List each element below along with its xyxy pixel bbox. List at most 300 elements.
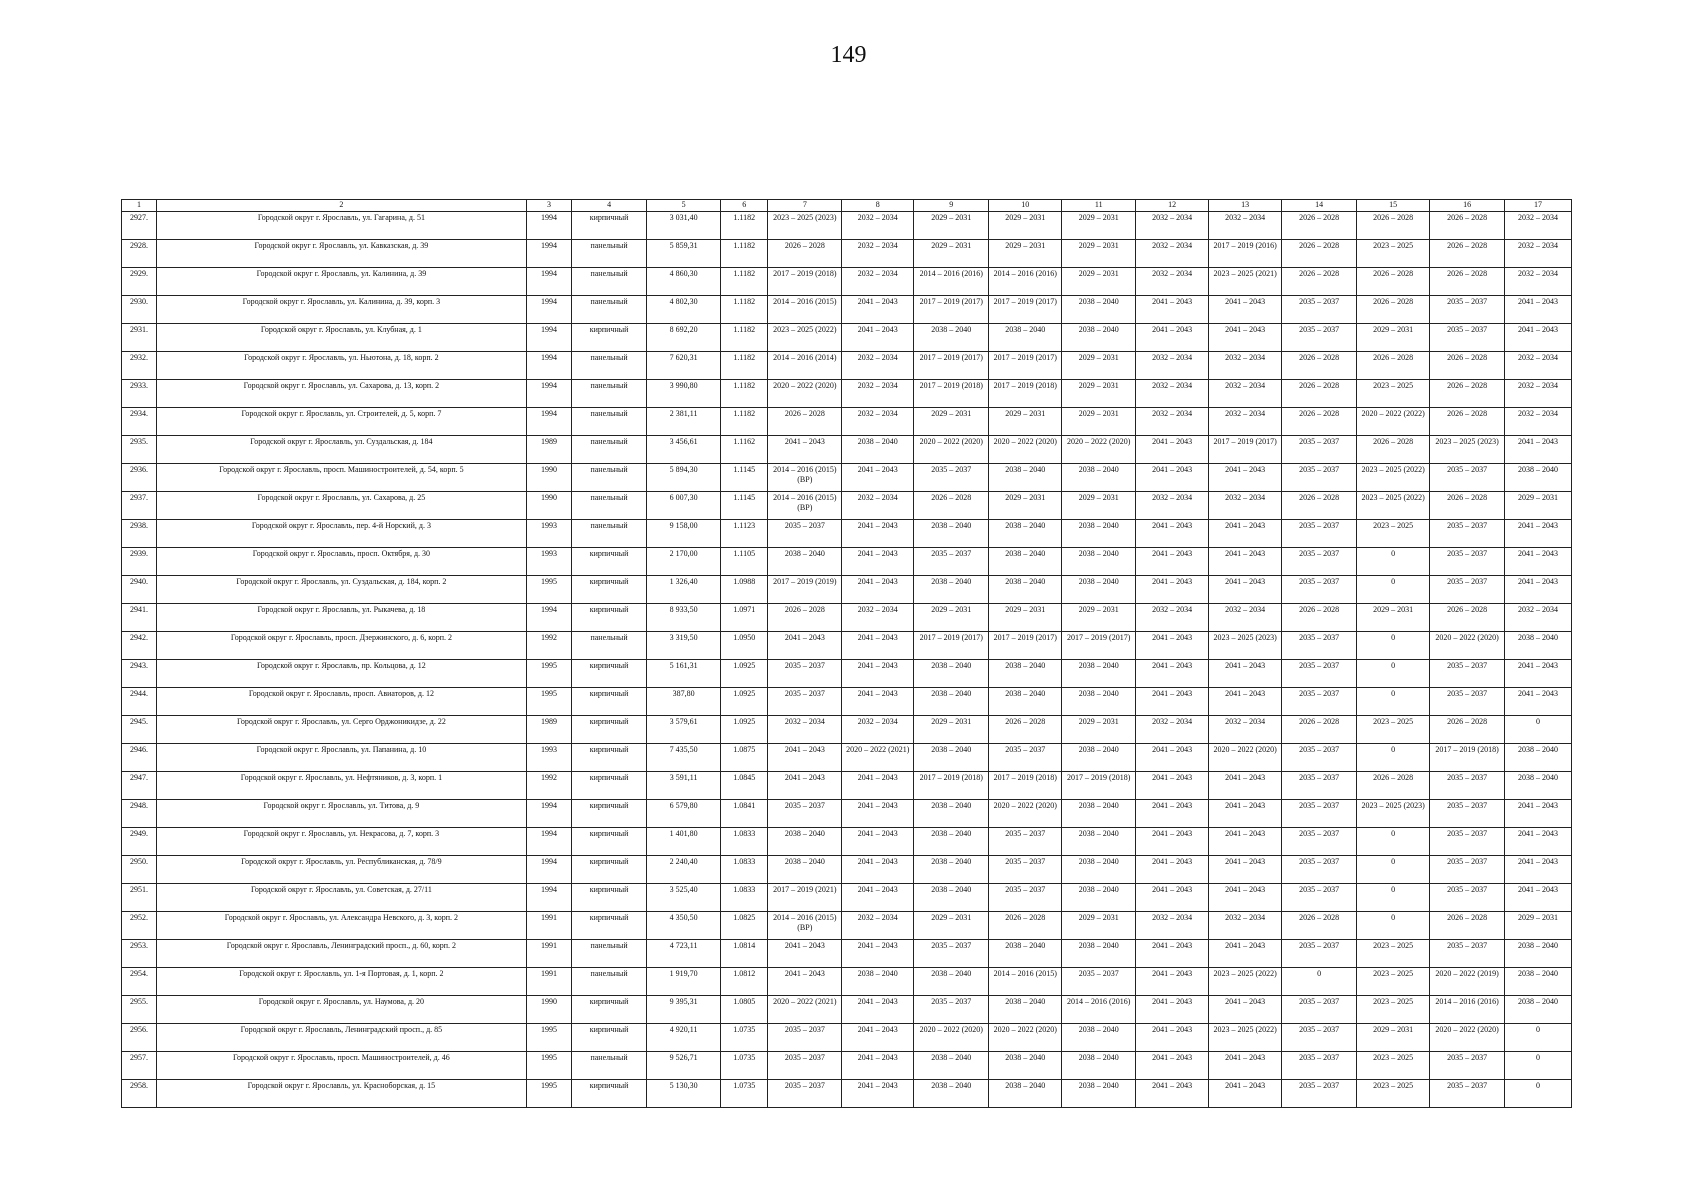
cell-col-9: 2038 – 2040 [914,800,989,828]
cell-col-5: 4 802,30 [647,296,721,324]
cell-col-15: 2023 – 2025 [1357,520,1430,548]
cell-col-1: 2940. [122,576,157,604]
cell-col-12: 2041 – 2043 [1136,940,1209,968]
cell-col-7: 2017 – 2019 (2018) [768,268,842,296]
table-row [122,464,1572,492]
cell-col-10: 2038 – 2040 [989,940,1062,968]
cell-col-17: 2038 – 2040 [1505,940,1572,968]
cell-col-6: 1.1162 [721,436,768,464]
cell-col-3: 1990 [526,464,571,492]
cell-col-7: 2014 – 2016 (2015) [768,296,842,324]
cell-col-13: 2032 – 2034 [1209,408,1282,436]
cell-col-3: 1994 [526,800,571,828]
cell-col-10: 2026 – 2028 [989,716,1062,744]
column-header-11: 11 [1062,200,1136,212]
cell-col-12: 2041 – 2043 [1136,1052,1209,1080]
cell-col-14: 2035 – 2037 [1282,296,1357,324]
cell-col-10: 2038 – 2040 [989,576,1062,604]
cell-col-16: 2035 – 2037 [1430,1052,1505,1080]
cell-col-2: Городской округ г. Ярославль, ул. Серго Орджоникидзе, д. 22 [156,716,526,744]
cell-col-13: 2041 – 2043 [1209,772,1282,800]
cell-col-9: 2038 – 2040 [914,744,989,772]
cell-col-3: 1994 [526,884,571,912]
cell-col-6: 1.1182 [721,212,768,240]
cell-col-2: Городской округ г. Ярославль, ул. Титова, д. 9 [156,800,526,828]
cell-col-15: 2026 – 2028 [1357,268,1430,296]
cell-col-6: 1.1105 [721,548,768,576]
cell-col-15: 2026 – 2028 [1357,772,1430,800]
cell-col-4: панельный [572,436,647,464]
cell-col-8: 2041 – 2043 [842,996,914,1024]
table-row [122,1080,1572,1108]
cell-col-5: 5 894,30 [647,464,721,492]
cell-col-12: 2041 – 2043 [1136,800,1209,828]
cell-col-4: панельный [572,940,647,968]
cell-col-5: 5 161,31 [647,660,721,688]
cell-col-9: 2029 – 2031 [914,408,989,436]
cell-col-9: 2014 – 2016 (2016) [914,268,989,296]
cell-col-14: 0 [1282,968,1357,996]
cell-col-2: Городской округ г. Ярославль, просп. Дзержинского, д. 6, корп. 2 [156,632,526,660]
cell-col-1: 2932. [122,352,157,380]
cell-col-15: 2026 – 2028 [1357,212,1430,240]
cell-col-17: 2041 – 2043 [1505,324,1572,352]
cell-col-8: 2041 – 2043 [842,576,914,604]
cell-col-16: 2026 – 2028 [1430,492,1505,520]
cell-col-13: 2032 – 2034 [1209,716,1282,744]
cell-col-10: 2038 – 2040 [989,688,1062,716]
cell-col-3: 1989 [526,716,571,744]
cell-col-1: 2952. [122,912,157,940]
page-number: 149 [830,42,867,68]
cell-col-12: 2041 – 2043 [1136,1080,1209,1108]
cell-col-2: Городской округ г. Ярославль, ул. Красноборская, д. 15 [156,1080,526,1108]
cell-col-8: 2032 – 2034 [842,268,914,296]
cell-col-17: 2041 – 2043 [1505,688,1572,716]
cell-col-16: 2026 – 2028 [1430,212,1505,240]
cell-col-1: 2937. [122,492,157,520]
cell-col-14: 2035 – 2037 [1282,1080,1357,1108]
cell-col-11: 2029 – 2031 [1062,408,1136,436]
cell-col-12: 2041 – 2043 [1136,884,1209,912]
column-header-16: 16 [1430,200,1505,212]
cell-col-11: 2038 – 2040 [1062,1080,1136,1108]
cell-col-3: 1994 [526,240,571,268]
cell-col-4: кирпичный [572,604,647,632]
cell-col-2: Городской округ г. Ярославль, ул. Ньютона, д. 18, корп. 2 [156,352,526,380]
cell-col-13: 2023 – 2025 (2023) [1209,632,1282,660]
cell-col-2: Городской округ г. Ярославль, ул. Некрасова, д. 7, корп. 3 [156,828,526,856]
cell-col-12: 2032 – 2034 [1136,352,1209,380]
cell-col-2: Городской округ г. Ярославль, просп. Машиностроителей, д. 54, корп. 5 [156,464,526,492]
cell-col-17: 2038 – 2040 [1505,464,1572,492]
cell-col-5: 7 620,31 [647,352,721,380]
cell-col-7: 2035 – 2037 [768,688,842,716]
cell-col-1: 2936. [122,464,157,492]
cell-col-3: 1995 [526,1024,571,1052]
cell-col-16: 2020 – 2022 (2020) [1430,1024,1505,1052]
cell-col-4: кирпичный [572,996,647,1024]
cell-col-12: 2041 – 2043 [1136,1024,1209,1052]
cell-col-6: 1.1182 [721,352,768,380]
cell-col-3: 1994 [526,380,571,408]
cell-col-10: 2029 – 2031 [989,212,1062,240]
cell-col-8: 2041 – 2043 [842,548,914,576]
cell-col-17: 2041 – 2043 [1505,576,1572,604]
cell-col-17: 2041 – 2043 [1505,856,1572,884]
cell-col-1: 2944. [122,688,157,716]
cell-col-1: 2950. [122,856,157,884]
cell-col-5: 387,80 [647,688,721,716]
cell-col-7: 2041 – 2043 [768,772,842,800]
cell-col-13: 2041 – 2043 [1209,1080,1282,1108]
cell-col-12: 2032 – 2034 [1136,604,1209,632]
cell-col-5: 3 456,61 [647,436,721,464]
cell-col-8: 2041 – 2043 [842,660,914,688]
cell-col-17: 2041 – 2043 [1505,884,1572,912]
cell-col-7: 2038 – 2040 [768,856,842,884]
cell-col-4: панельный [572,240,647,268]
cell-col-10: 2035 – 2037 [989,856,1062,884]
cell-col-2: Городской округ г. Ярославль, ул. Папанина, д. 10 [156,744,526,772]
cell-col-8: 2041 – 2043 [842,1080,914,1108]
cell-col-9: 2029 – 2031 [914,604,989,632]
cell-col-2: Городской округ г. Ярославль, просп. Октября, д. 30 [156,548,526,576]
cell-col-9: 2035 – 2037 [914,940,989,968]
column-header-10: 10 [989,200,1062,212]
cell-col-7: 2038 – 2040 [768,828,842,856]
cell-col-4: кирпичный [572,548,647,576]
cell-col-9: 2035 – 2037 [914,996,989,1024]
cell-col-16: 2035 – 2037 [1430,464,1505,492]
cell-col-1: 2949. [122,828,157,856]
cell-col-8: 2032 – 2034 [842,716,914,744]
cell-col-12: 2041 – 2043 [1136,296,1209,324]
housing-repair-schedule-table [121,199,1572,1108]
cell-col-7: 2014 – 2016 (2015) (ВР) [768,912,842,940]
cell-col-11: 2029 – 2031 [1062,716,1136,744]
cell-col-11: 2029 – 2031 [1062,352,1136,380]
cell-col-6: 1.0925 [721,688,768,716]
cell-col-15: 2026 – 2028 [1357,436,1430,464]
cell-col-3: 1994 [526,352,571,380]
cell-col-3: 1995 [526,1052,571,1080]
cell-col-4: кирпичный [572,1080,647,1108]
table-row [122,884,1572,912]
cell-col-10: 2020 – 2022 (2020) [989,436,1062,464]
cell-col-14: 2026 – 2028 [1282,716,1357,744]
cell-col-1: 2948. [122,800,157,828]
cell-col-9: 2038 – 2040 [914,1052,989,1080]
cell-col-8: 2041 – 2043 [842,1024,914,1052]
cell-col-11: 2035 – 2037 [1062,968,1136,996]
cell-col-15: 2029 – 2031 [1357,604,1430,632]
cell-col-14: 2035 – 2037 [1282,856,1357,884]
cell-col-13: 2041 – 2043 [1209,464,1282,492]
cell-col-13: 2041 – 2043 [1209,800,1282,828]
cell-col-4: кирпичный [572,772,647,800]
cell-col-3: 1993 [526,520,571,548]
cell-col-17: 0 [1505,716,1572,744]
cell-col-14: 2035 – 2037 [1282,464,1357,492]
cell-col-13: 2041 – 2043 [1209,324,1282,352]
cell-col-1: 2947. [122,772,157,800]
cell-col-9: 2020 – 2022 (2020) [914,1024,989,1052]
cell-col-13: 2032 – 2034 [1209,380,1282,408]
cell-col-14: 2026 – 2028 [1282,268,1357,296]
cell-col-10: 2029 – 2031 [989,408,1062,436]
column-header-14: 14 [1282,200,1357,212]
cell-col-14: 2026 – 2028 [1282,604,1357,632]
cell-col-16: 2026 – 2028 [1430,352,1505,380]
cell-col-14: 2035 – 2037 [1282,828,1357,856]
cell-col-11: 2020 – 2022 (2020) [1062,436,1136,464]
cell-col-3: 1994 [526,408,571,436]
cell-col-3: 1995 [526,688,571,716]
cell-col-12: 2041 – 2043 [1136,464,1209,492]
cell-col-16: 2035 – 2037 [1430,828,1505,856]
cell-col-2: Городской округ г. Ярославль, ул. Строителей, д. 5, корп. 7 [156,408,526,436]
cell-col-6: 1.0988 [721,576,768,604]
cell-col-11: 2029 – 2031 [1062,492,1136,520]
table-row [122,604,1572,632]
cell-col-13: 2032 – 2034 [1209,912,1282,940]
cell-col-4: кирпичный [572,856,647,884]
cell-col-3: 1995 [526,660,571,688]
cell-col-9: 2038 – 2040 [914,688,989,716]
cell-col-4: панельный [572,408,647,436]
cell-col-1: 2928. [122,240,157,268]
cell-col-15: 2023 – 2025 [1357,1080,1430,1108]
cell-col-9: 2038 – 2040 [914,324,989,352]
cell-col-13: 2032 – 2034 [1209,492,1282,520]
cell-col-3: 1994 [526,212,571,240]
cell-col-17: 2038 – 2040 [1505,744,1572,772]
cell-col-3: 1995 [526,1080,571,1108]
cell-col-8: 2020 – 2022 (2021) [842,744,914,772]
cell-col-11: 2038 – 2040 [1062,1024,1136,1052]
cell-col-11: 2038 – 2040 [1062,520,1136,548]
cell-col-14: 2035 – 2037 [1282,660,1357,688]
cell-col-9: 2020 – 2022 (2020) [914,436,989,464]
cell-col-3: 1994 [526,296,571,324]
cell-col-7: 2020 – 2022 (2020) [768,380,842,408]
cell-col-15: 2023 – 2025 [1357,716,1430,744]
cell-col-1: 2945. [122,716,157,744]
column-header-4: 4 [572,200,647,212]
column-header-13: 13 [1209,200,1282,212]
cell-col-6: 1.0735 [721,1024,768,1052]
cell-col-2: Городской округ г. Ярославль, ул. Суздальская, д. 184 [156,436,526,464]
cell-col-1: 2954. [122,968,157,996]
cell-col-2: Городской округ г. Ярославль, Ленинградский просп., д. 60, корп. 2 [156,940,526,968]
cell-col-8: 2038 – 2040 [842,436,914,464]
cell-col-15: 0 [1357,688,1430,716]
cell-col-17: 2038 – 2040 [1505,632,1572,660]
cell-col-6: 1.1123 [721,520,768,548]
cell-col-8: 2032 – 2034 [842,240,914,268]
cell-col-13: 2017 – 2019 (2017) [1209,436,1282,464]
cell-col-8: 2032 – 2034 [842,492,914,520]
cell-col-15: 2023 – 2025 (2023) [1357,800,1430,828]
table-row [122,940,1572,968]
cell-col-16: 2020 – 2022 (2019) [1430,968,1505,996]
cell-col-11: 2017 – 2019 (2017) [1062,632,1136,660]
cell-col-17: 2032 – 2034 [1505,240,1572,268]
cell-col-5: 3 990,80 [647,380,721,408]
cell-col-14: 2026 – 2028 [1282,492,1357,520]
cell-col-8: 2032 – 2034 [842,408,914,436]
cell-col-7: 2035 – 2037 [768,1024,842,1052]
cell-col-14: 2035 – 2037 [1282,632,1357,660]
cell-col-4: кирпичный [572,1024,647,1052]
table-row [122,352,1572,380]
cell-col-12: 2041 – 2043 [1136,436,1209,464]
cell-col-17: 2041 – 2043 [1505,296,1572,324]
cell-col-10: 2029 – 2031 [989,240,1062,268]
cell-col-7: 2035 – 2037 [768,660,842,688]
cell-col-6: 1.0814 [721,940,768,968]
cell-col-16: 2035 – 2037 [1430,772,1505,800]
cell-col-9: 2029 – 2031 [914,240,989,268]
cell-col-15: 2023 – 2025 [1357,380,1430,408]
table-row [122,688,1572,716]
cell-col-17: 2032 – 2034 [1505,408,1572,436]
cell-col-11: 2038 – 2040 [1062,1052,1136,1080]
cell-col-1: 2956. [122,1024,157,1052]
cell-col-5: 1 919,70 [647,968,721,996]
cell-col-5: 1 401,80 [647,828,721,856]
cell-col-4: кирпичный [572,324,647,352]
cell-col-8: 2041 – 2043 [842,856,914,884]
cell-col-5: 3 319,50 [647,632,721,660]
cell-col-13: 2041 – 2043 [1209,1052,1282,1080]
column-header-6: 6 [721,200,768,212]
cell-col-7: 2032 – 2034 [768,716,842,744]
cell-col-8: 2032 – 2034 [842,212,914,240]
cell-col-4: панельный [572,268,647,296]
cell-col-11: 2029 – 2031 [1062,912,1136,940]
cell-col-8: 2041 – 2043 [842,884,914,912]
cell-col-12: 2032 – 2034 [1136,380,1209,408]
cell-col-12: 2041 – 2043 [1136,828,1209,856]
cell-col-17: 2041 – 2043 [1505,828,1572,856]
cell-col-8: 2041 – 2043 [842,1052,914,1080]
cell-col-12: 2041 – 2043 [1136,548,1209,576]
column-header-12: 12 [1136,200,1209,212]
cell-col-13: 2041 – 2043 [1209,688,1282,716]
cell-col-5: 5 130,30 [647,1080,721,1108]
cell-col-5: 3 579,61 [647,716,721,744]
cell-col-10: 2014 – 2016 (2015) [989,968,1062,996]
cell-col-2: Городской округ г. Ярославль, ул. Советская, д. 27/11 [156,884,526,912]
cell-col-5: 4 723,11 [647,940,721,968]
cell-col-10: 2017 – 2019 (2018) [989,380,1062,408]
cell-col-12: 2032 – 2034 [1136,912,1209,940]
cell-col-16: 2035 – 2037 [1430,688,1505,716]
cell-col-1: 2931. [122,324,157,352]
cell-col-17: 2032 – 2034 [1505,352,1572,380]
cell-col-6: 1.1182 [721,408,768,436]
cell-col-6: 1.0971 [721,604,768,632]
cell-col-8: 2032 – 2034 [842,912,914,940]
table-row [122,436,1572,464]
column-header-1: 1 [122,200,157,212]
cell-col-5: 9 395,31 [647,996,721,1024]
cell-col-17: 2041 – 2043 [1505,520,1572,548]
cell-col-15: 0 [1357,884,1430,912]
cell-col-15: 0 [1357,632,1430,660]
table-row [122,912,1572,940]
cell-col-8: 2041 – 2043 [842,828,914,856]
cell-col-17: 0 [1505,1052,1572,1080]
cell-col-3: 1990 [526,492,571,520]
cell-col-14: 2035 – 2037 [1282,324,1357,352]
cell-col-15: 0 [1357,660,1430,688]
cell-col-13: 2041 – 2043 [1209,548,1282,576]
cell-col-10: 2026 – 2028 [989,912,1062,940]
cell-col-17: 2038 – 2040 [1505,996,1572,1024]
cell-col-11: 2038 – 2040 [1062,548,1136,576]
cell-col-6: 1.0805 [721,996,768,1024]
cell-col-16: 2035 – 2037 [1430,800,1505,828]
cell-col-11: 2038 – 2040 [1062,856,1136,884]
cell-col-10: 2014 – 2016 (2016) [989,268,1062,296]
cell-col-14: 2035 – 2037 [1282,996,1357,1024]
cell-col-4: кирпичный [572,212,647,240]
column-header-5: 5 [647,200,721,212]
cell-col-6: 1.0833 [721,828,768,856]
cell-col-14: 2035 – 2037 [1282,800,1357,828]
cell-col-9: 2029 – 2031 [914,912,989,940]
cell-col-13: 2041 – 2043 [1209,884,1282,912]
table-row [122,548,1572,576]
cell-col-10: 2017 – 2019 (2017) [989,632,1062,660]
cell-col-4: панельный [572,464,647,492]
cell-col-1: 2946. [122,744,157,772]
cell-col-7: 2023 – 2025 (2023) [768,212,842,240]
cell-col-16: 2035 – 2037 [1430,576,1505,604]
cell-col-13: 2020 – 2022 (2020) [1209,744,1282,772]
cell-col-1: 2957. [122,1052,157,1080]
cell-col-5: 4 350,50 [647,912,721,940]
cell-col-17: 2041 – 2043 [1505,660,1572,688]
cell-col-2: Городской округ г. Ярославль, ул. Рыкачева, д. 18 [156,604,526,632]
cell-col-7: 2035 – 2037 [768,520,842,548]
cell-col-15: 2026 – 2028 [1357,296,1430,324]
cell-col-3: 1989 [526,436,571,464]
table-row [122,296,1572,324]
cell-col-4: кирпичный [572,716,647,744]
cell-col-5: 3 525,40 [647,884,721,912]
cell-col-17: 2041 – 2043 [1505,436,1572,464]
cell-col-12: 2032 – 2034 [1136,492,1209,520]
cell-col-13: 2023 – 2025 (2021) [1209,268,1282,296]
cell-col-7: 2041 – 2043 [768,968,842,996]
cell-col-4: панельный [572,352,647,380]
cell-col-8: 2032 – 2034 [842,380,914,408]
cell-col-16: 2026 – 2028 [1430,716,1505,744]
table-row [122,968,1572,996]
cell-col-17: 0 [1505,1024,1572,1052]
cell-col-7: 2035 – 2037 [768,1080,842,1108]
cell-col-15: 2023 – 2025 (2022) [1357,492,1430,520]
cell-col-12: 2041 – 2043 [1136,688,1209,716]
cell-col-3: 1991 [526,940,571,968]
cell-col-2: Городской округ г. Ярославль, ул. Наумова, д. 20 [156,996,526,1024]
cell-col-12: 2041 – 2043 [1136,996,1209,1024]
cell-col-13: 2041 – 2043 [1209,660,1282,688]
